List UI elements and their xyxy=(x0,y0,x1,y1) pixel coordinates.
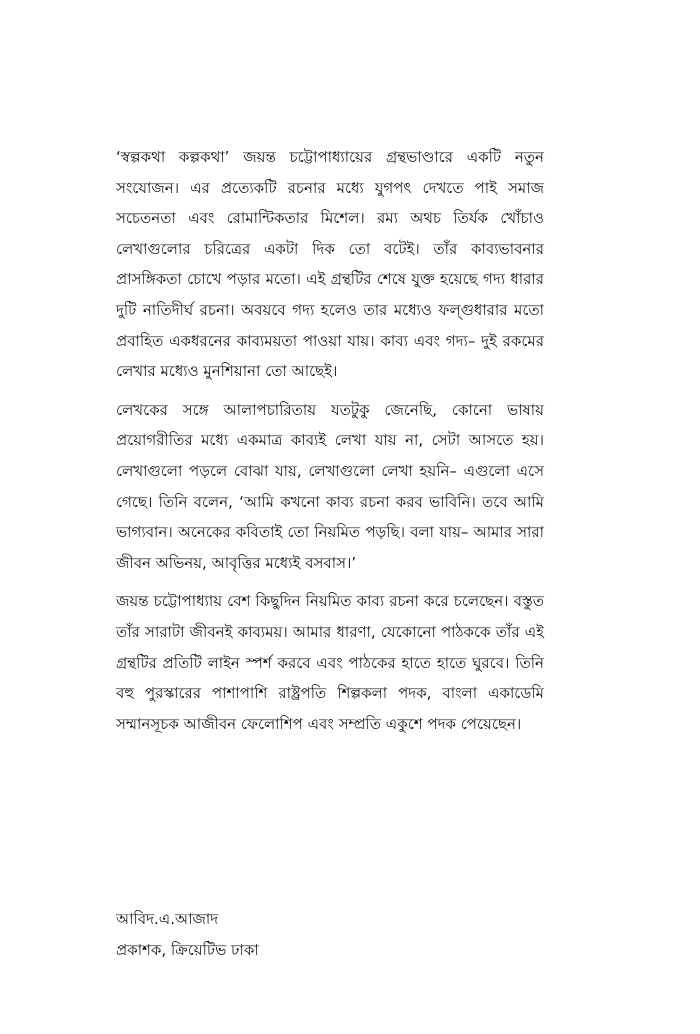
signature-title: প্রকাশক, ক্রিয়েটিভ ঢাকা xyxy=(116,941,259,959)
paragraph-1: ‘স্বল্পকথা কল্পকথা’ জয়ন্ত চট্টোপাধ্যায়ের গ্রন্থভাণ্ডারে একটি নতুন সংযোজন। এর প্রত্যেকটি রচনার মধ্যে যুগপৎ দেখতে পাই সমাজ সচেতনতা এবং রোমান্টিকতার মিশেল। রম্য অথচ তির্যক খোঁচাও লেখাগুলোর চরিত্রের একটা দিক তো বটেই। তাঁর কাব্যভাবনার প্রাসঙ্গিকতা চোখে পড়ার মতো। এই গ্রন্থটির শেষে যুক্ত হয়েছে গদ্য ধারার দুটি নাতিদীর্ঘ রচনা। অবয়বে গদ্য হলেও তার মধ্যেও ফল্গুধারার মতো প্রবাহিত একধরনের কাব্যময়তা পাওয়া যায়। কাব্য এবং গদ্য– দুই রকমের লেখার মধ্যেও মুনশিয়ানা তো আছেই। xyxy=(116,148,544,381)
signature-name: আবিদ.এ.আজাদ xyxy=(116,910,219,928)
paragraph-3: জয়ন্ত চট্টোপাধ্যায় বেশ কিছুদিন নিয়মিত কাব্য রচনা করে চলেছেন। বস্তুত তাঁর সারাটা জীবনই কাব্যময়। আমার ধারণা, যেকোনো পাঠককে তাঁর এই গ্রন্থটির প্রতিটি লাইন স্পর্শ করবে এবং পাঠকের হাতে হাতে ঘুরবে। তিনি বহু পুরস্কারের পাশাপাশি রাষ্ট্রপতি শিল্পকলা পদক, বাংলা একাডেমি সম্মানসূচক আজীবন ফেলোশিপ এবং সম্প্রতি একুশে পদক পেয়েছেন। xyxy=(116,592,544,733)
body-text xyxy=(116,142,544,739)
paragraph-2: লেখকের সঙ্গে আলাপচারিতায় যতটুকু জেনেছি, কোনো ভাষায় প্রয়োগরীতির মধ্যে একমাত্র কাব্যই লেখা যায় না, সেটা আসতে হয়। লেখাগুলো পড়লে বোঝা যায়, লেখাগুলো লেখা হয়নি– এগুলো এসে গেছে। তিনি বলেন, ‘আমি কখনো কাব্য রচনা করব ভাবিনি। তবে আমি ভাগ্যবান। অনেকের কবিতাই তো নিয়মিত পড়ছি। বলা যায়– আমার সারা জীবন অভিনয়, আবৃত্তির মধ্যেই বসবাস।’ xyxy=(116,400,544,572)
signature-block xyxy=(116,904,544,966)
